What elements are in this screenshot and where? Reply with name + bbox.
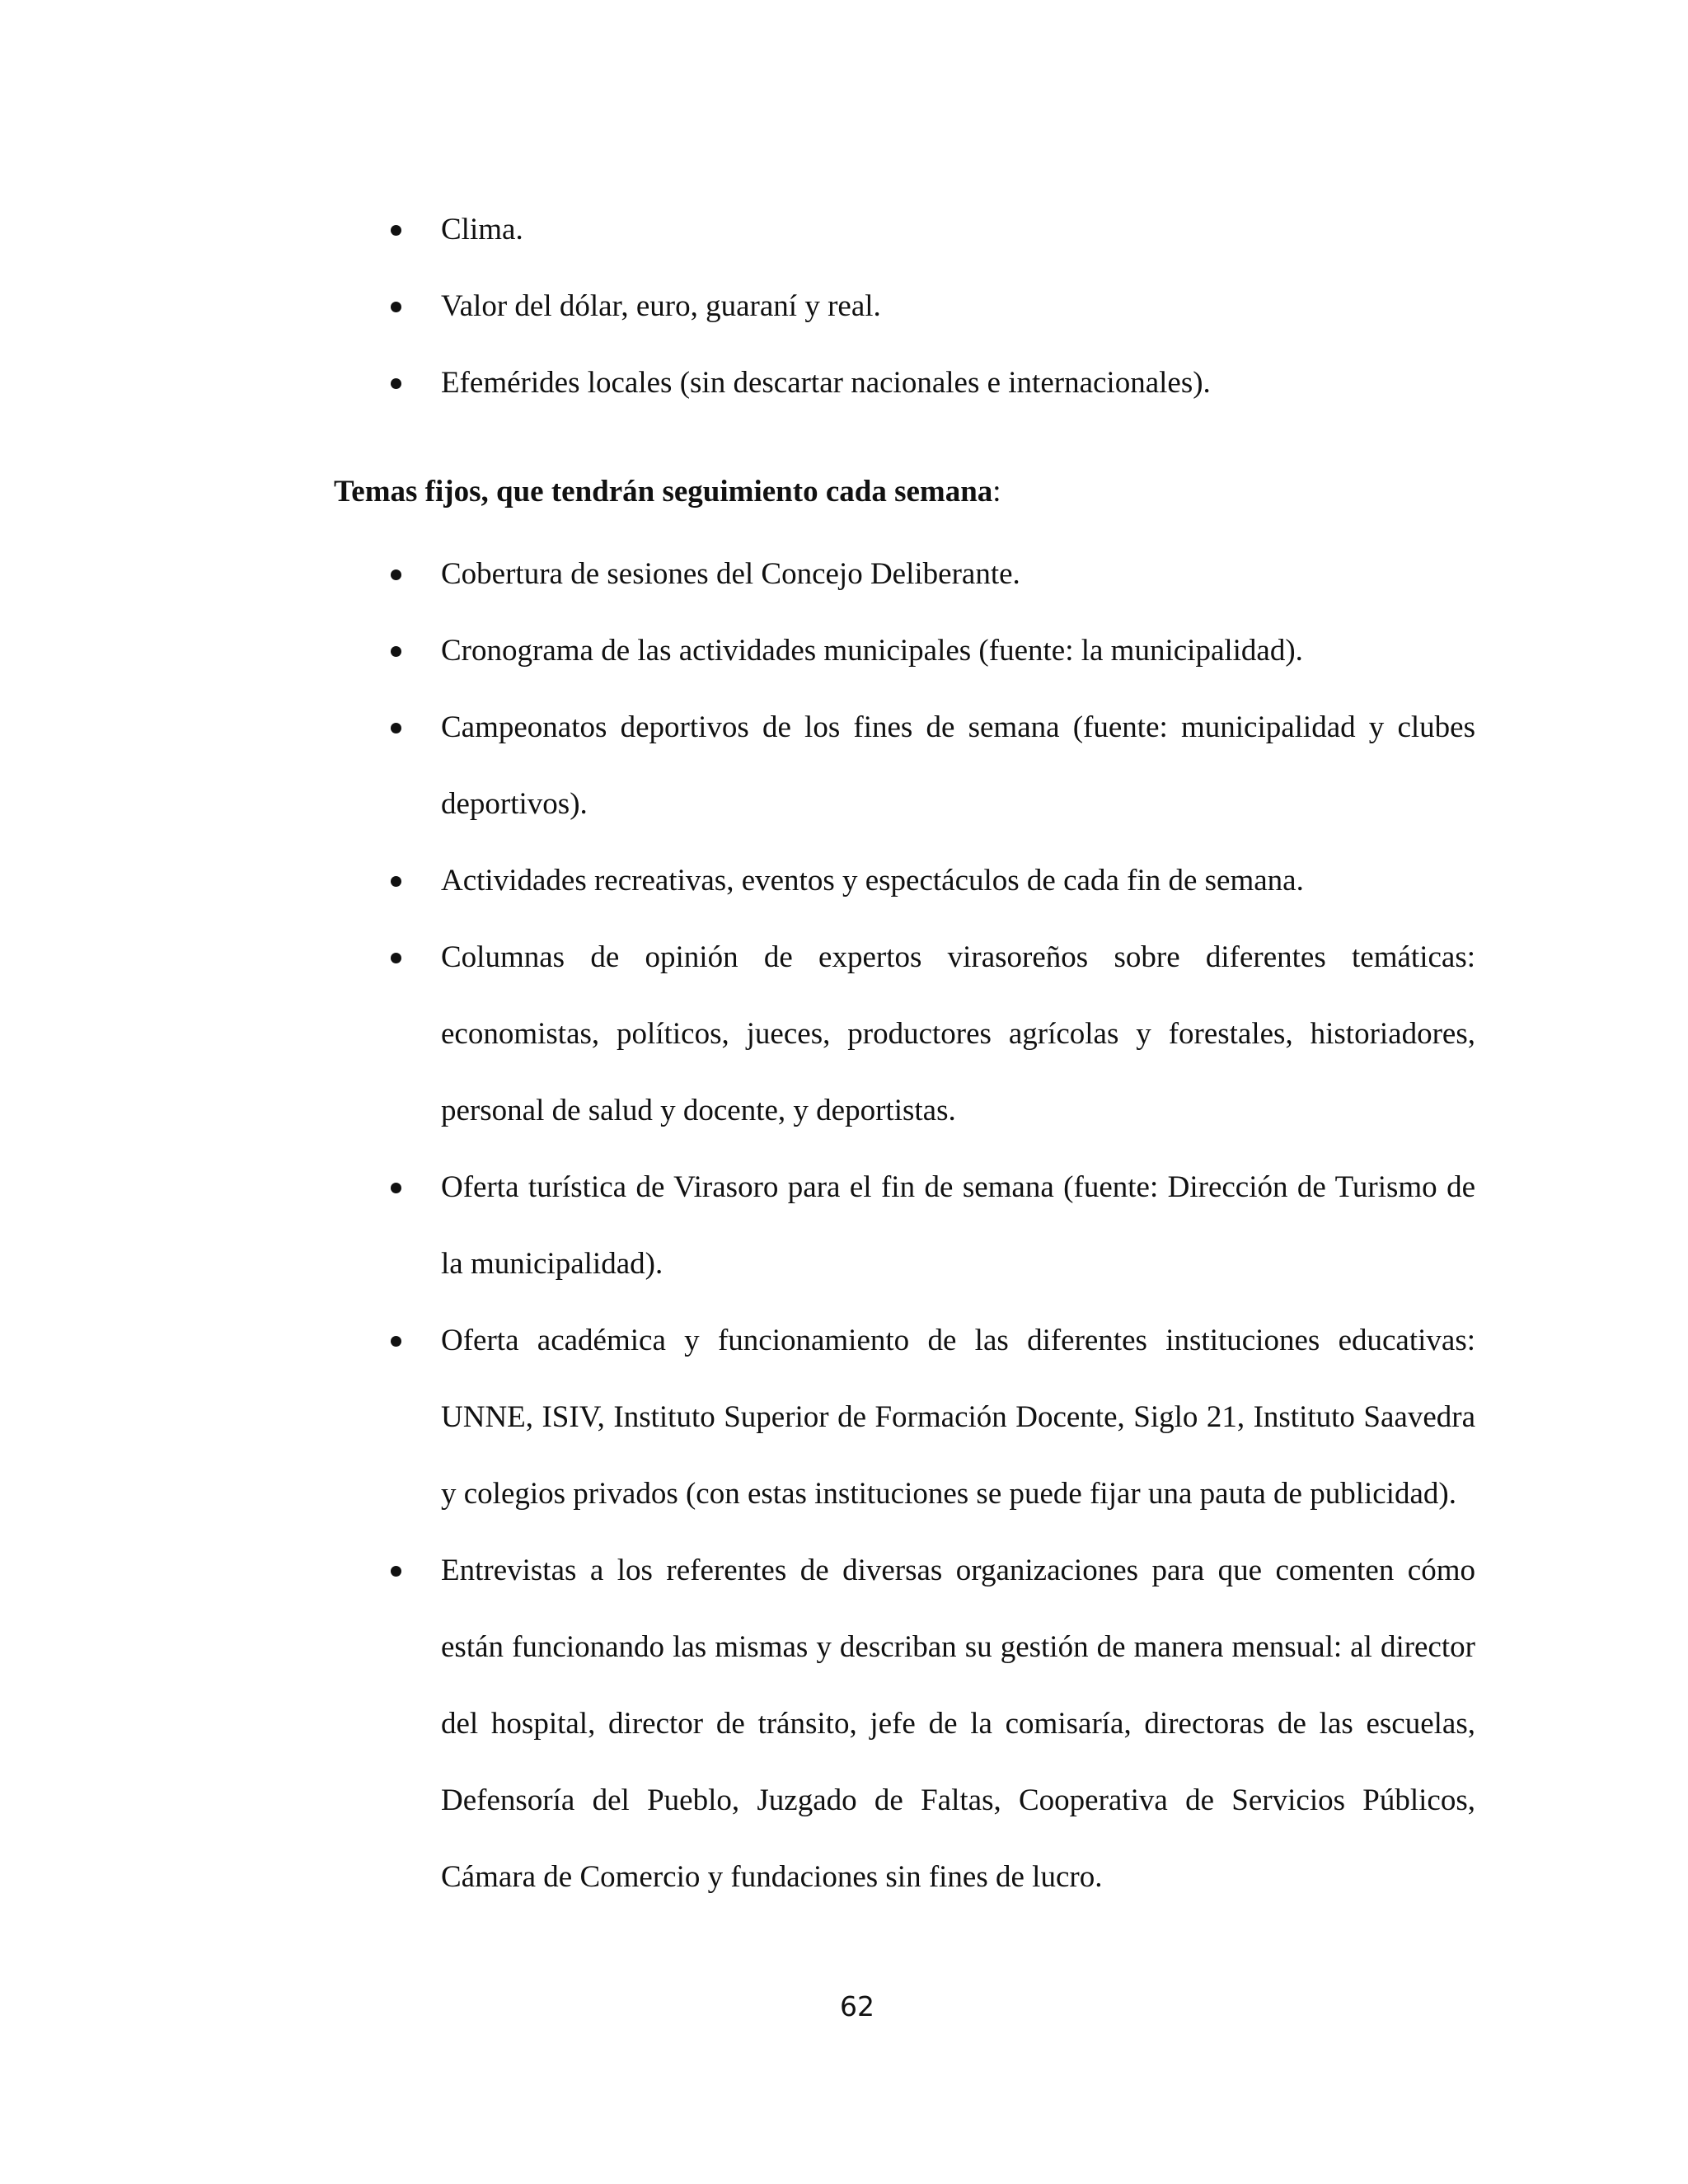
- list-item: [334, 268, 1475, 344]
- fixed-topics-list: [334, 536, 1475, 1915]
- bullet-icon: [391, 225, 401, 236]
- bullet-icon: [391, 302, 401, 312]
- list-item-text: Clima.: [441, 213, 523, 246]
- bullet-icon: [391, 1566, 401, 1577]
- list-item: [334, 191, 1475, 268]
- list-item: [334, 536, 1475, 612]
- bullet-icon: [391, 569, 401, 580]
- list-item-text: Valor del dólar, euro, guaraní y real.: [441, 289, 881, 323]
- bullet-icon: [391, 378, 401, 389]
- bullet-icon: [391, 1336, 401, 1347]
- list-item: [334, 689, 1475, 842]
- section-heading-bold: Temas fijos, que tendrán seguimiento cada semana: [334, 475, 993, 509]
- list-item-text: Entrevistas a los referentes de diversas organizaciones para que comenten cómo están funcionando las mismas y describan su gestión de manera mensual: al director del hospital, director de tránsito, jefe de la comisaría, directoras de las escuelas, Defensoría del Pueblo, Juzgado de Faltas, Cooperativa de Servicios Públicos, Cámara de Comercio y fundaciones sin fines de lucro.: [441, 1554, 1475, 1894]
- list-item: [334, 1532, 1475, 1915]
- top-bullet-list: [334, 191, 1475, 421]
- bullet-icon: [391, 876, 401, 887]
- list-item-text: Actividades recreativas, eventos y espectáculos de cada fin de semana.: [441, 864, 1304, 898]
- bullet-icon: [391, 953, 401, 963]
- list-item-text: Oferta académica y funcionamiento de las diferentes instituciones educativas: UNNE, ISIV, Instituto Superior de Formación Docente, Siglo 21, Instituto Saavedra y colegios privados (con estas instituciones se puede fijar una pauta de publicidad).: [441, 1324, 1475, 1511]
- section-heading: [334, 460, 1001, 523]
- section-heading-tail: :: [992, 475, 1001, 509]
- list-item-text: Cobertura de sesiones del Concejo Deliberante.: [441, 557, 1020, 591]
- list-item: [334, 1149, 1475, 1302]
- list-item-text: Campeonatos deportivos de los fines de semana (fuente: municipalidad y clubes deportivos).: [441, 710, 1475, 821]
- list-item-text: Efemérides locales (sin descartar nacionales e internacionales).: [441, 366, 1211, 400]
- list-item: [334, 842, 1475, 919]
- bullet-icon: [391, 723, 401, 733]
- list-item-text: Oferta turística de Virasoro para el fin de semana (fuente: Dirección de Turismo de la municipalidad).: [441, 1170, 1475, 1281]
- list-item: [334, 612, 1475, 689]
- list-item-text: Cronograma de las actividades municipales (fuente: la municipalidad).: [441, 634, 1303, 668]
- list-item: [334, 1302, 1475, 1532]
- bullet-icon: [391, 646, 401, 657]
- bullet-icon: [391, 1183, 401, 1193]
- list-item-text: Columnas de opinión de expertos virasoreños sobre diferentes temáticas: economistas, políticos, jueces, productores agrícolas y forestales, historiadores, personal de salud y docente, y deportistas.: [441, 940, 1475, 1127]
- page-number: 62: [840, 1990, 874, 2022]
- list-item: [334, 919, 1475, 1149]
- list-item: [334, 344, 1475, 421]
